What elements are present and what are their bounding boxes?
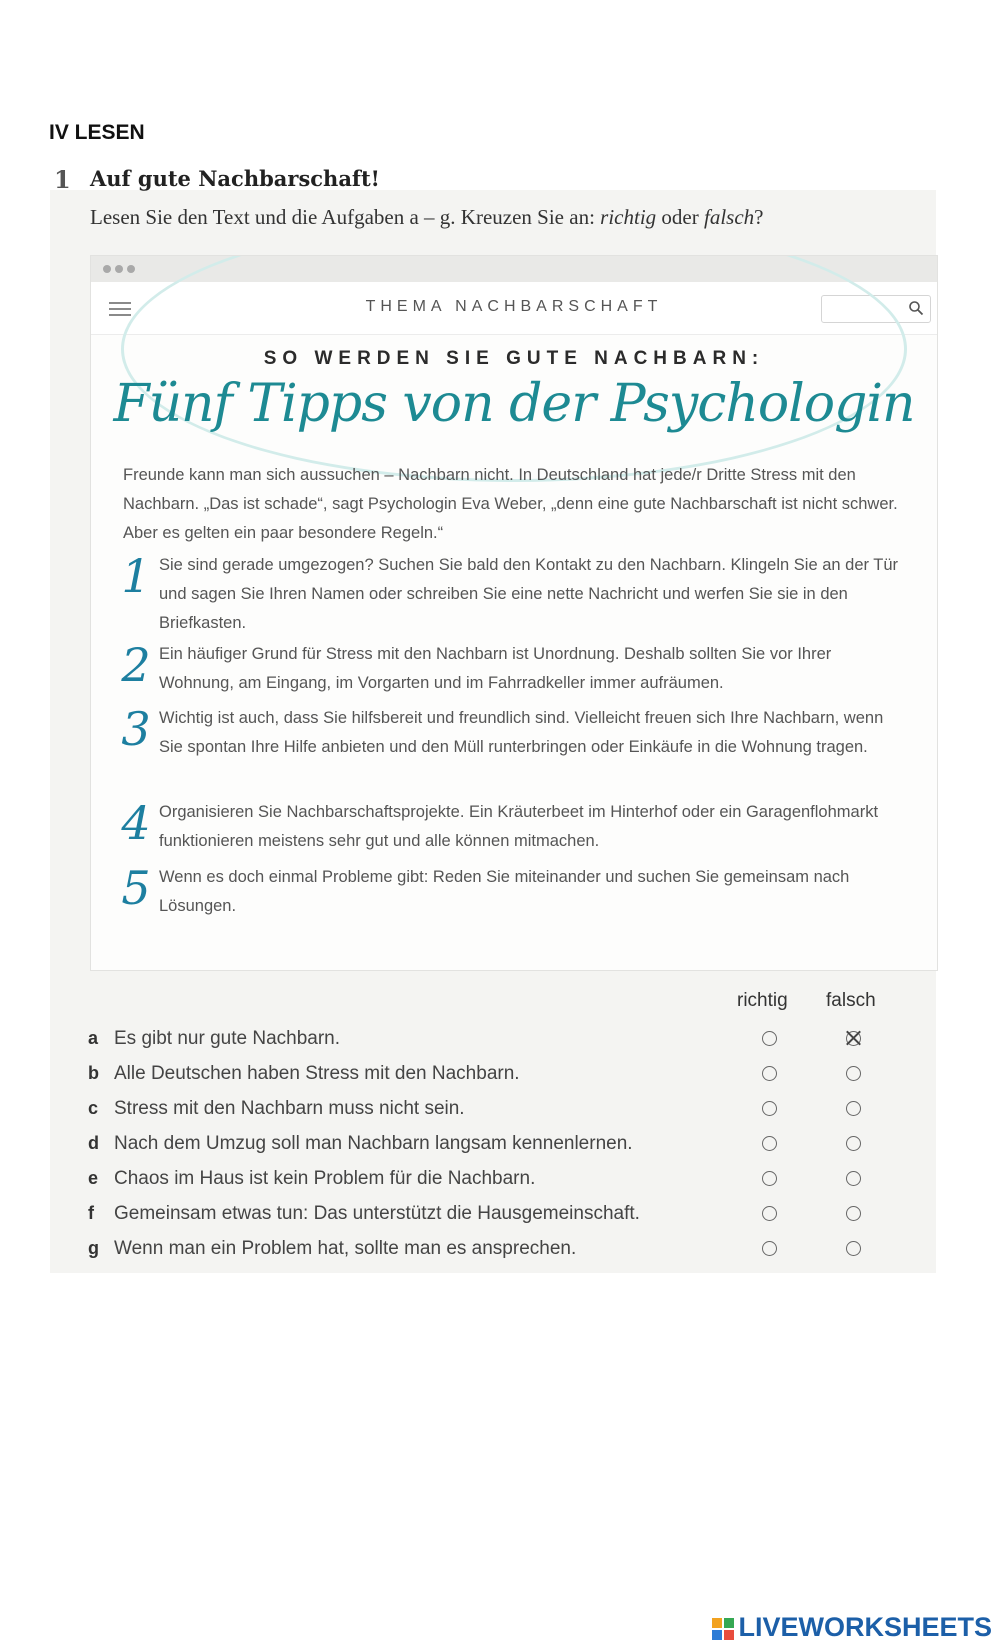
- richtig-radio[interactable]: [762, 1066, 777, 1081]
- statement-letter: e: [88, 1168, 99, 1188]
- instruction-end: ?: [754, 205, 764, 229]
- statement-letter: g: [88, 1238, 99, 1258]
- statement-row: [88, 1133, 888, 1163]
- instruction-mid: oder: [656, 205, 704, 229]
- window-dot-icon: [127, 265, 135, 273]
- falsch-radio[interactable]: [846, 1101, 861, 1116]
- tip-text: Ein häufiger Grund für Stress mit den Nachbarn ist Unordnung. Deshalb sollten Sie vor Ihrer Wohnung, am Eingang, im Vorgarten und im Fahrradkeller immer aufräumen.: [159, 645, 832, 692]
- statement-row: [88, 1168, 888, 1198]
- falsch-radio[interactable]: [846, 1066, 861, 1081]
- article-title: Fünf Tipps von der Psychologin: [113, 374, 915, 434]
- window-dot-icon: [115, 265, 123, 273]
- tip-number: 1: [121, 549, 151, 603]
- exercise-title: Auf gute Nachbarschaft!: [90, 166, 380, 191]
- falsch-radio[interactable]: [846, 1171, 861, 1186]
- tip-text: Organisieren Sie Nachbarschaftsprojekte. Ein Kräuterbeet im Hinterhof oder ein Garagenflohmarkt funktionieren meistens sehr gut und alle können mitmachen.: [159, 803, 879, 850]
- tip-text: Wenn es doch einmal Probleme gibt: Reden Sie miteinander und suchen Sie gemeinsam nach Lösungen.: [159, 868, 850, 915]
- article-intro: Freunde kann man sich aussuchen – Nachbarn nicht. In Deutschland hat jede/r Dritte Stress mit den Nachbarn. „Das ist schade“, sagt Psychologin Eva Weber, „denn eine gute Nachbarschaft ist nicht schwer. Aber es gelten ein paar besondere Regeln.“: [123, 466, 898, 542]
- richtig-radio[interactable]: [762, 1241, 777, 1256]
- search-icon: [908, 300, 924, 316]
- instruction-text: Lesen Sie den Text und die Aufgaben a – g. Kreuzen Sie an:: [90, 205, 601, 229]
- richtig-radio[interactable]: [762, 1171, 777, 1186]
- statement-text: Alle Deutschen haben Stress mit den Nachbarn.: [114, 1063, 520, 1084]
- richtig-radio[interactable]: [762, 1101, 777, 1116]
- statement-row: [88, 1098, 888, 1128]
- statement-letter: a: [88, 1028, 99, 1048]
- instruction-richtig: richtig: [600, 205, 657, 229]
- statement-text: Es gibt nur gute Nachbarn.: [114, 1028, 341, 1049]
- nav-title: THEMA NACHBARSCHAFT: [365, 298, 663, 315]
- brand-logo: [712, 1612, 992, 1643]
- statement-text: Gemeinsam etwas tun: Das unterstützt die Hausgemeinschaft.: [114, 1203, 640, 1224]
- column-header-richtig: richtig: [737, 990, 788, 1011]
- section-title: IV LESEN: [49, 121, 145, 144]
- statement-row: [88, 1203, 888, 1233]
- statement-letter: d: [88, 1133, 99, 1153]
- statement-letter: c: [88, 1098, 99, 1118]
- tip-text: Sie sind gerade umgezogen? Suchen Sie bald den Kontakt zu den Nachbarn. Klingeln Sie an der Tür und sagen Sie Ihren Namen oder schreiben Sie eine nette Nachricht und werfen Sie sie in den Briefkasten.: [159, 556, 899, 632]
- statement-text: Wenn man ein Problem hat, sollte man es ansprechen.: [114, 1238, 577, 1259]
- exercise-instruction: [90, 205, 764, 230]
- falsch-radio[interactable]: [846, 1136, 861, 1151]
- liveworksheets-logo-icon: [712, 1618, 734, 1640]
- tip-number: 4: [121, 796, 151, 850]
- statement-row: [88, 1238, 888, 1268]
- statement-text: Nach dem Umzug soll man Nachbarn langsam kennenlernen.: [114, 1133, 633, 1154]
- statement-letter: b: [88, 1063, 99, 1083]
- richtig-radio[interactable]: [762, 1136, 777, 1151]
- statement-letter: f: [88, 1203, 94, 1223]
- article-subheading: SO WERDEN SIE GUTE NACHBARN:: [263, 348, 765, 369]
- column-header-falsch: falsch: [826, 990, 876, 1011]
- statement-text: Chaos im Haus ist kein Problem für die Nachbarn.: [114, 1168, 536, 1189]
- exercise-number: 1: [54, 165, 71, 194]
- brand-name: LIVEWORKSHEETS: [738, 1612, 992, 1642]
- tip-number: 3: [121, 702, 151, 756]
- falsch-radio[interactable]: [846, 1206, 861, 1221]
- richtig-radio[interactable]: [762, 1206, 777, 1221]
- statement-row: [88, 1063, 888, 1093]
- tip-text: Wichtig ist auch, dass Sie hilfsbereit und freundlich sind. Vielleicht freuen sich Ihre Nachbarn, wenn Sie spontan Ihre Hilfe anbieten und den Müll runterbringen oder Einkäufe in die Wohnung tragen.: [159, 709, 884, 756]
- statement-row: [88, 1028, 888, 1058]
- instruction-falsch: falsch: [704, 205, 755, 229]
- window-dot-icon: [103, 265, 111, 273]
- richtig-radio[interactable]: [762, 1031, 777, 1046]
- browser-mockup: [90, 255, 938, 971]
- tip-number: 5: [121, 861, 151, 915]
- statement-text: Stress mit den Nachbarn muss nicht sein.: [114, 1098, 465, 1119]
- falsch-radio[interactable]: [846, 1241, 861, 1256]
- tip-number: 2: [121, 638, 151, 692]
- falsch-radio[interactable]: [846, 1031, 861, 1046]
